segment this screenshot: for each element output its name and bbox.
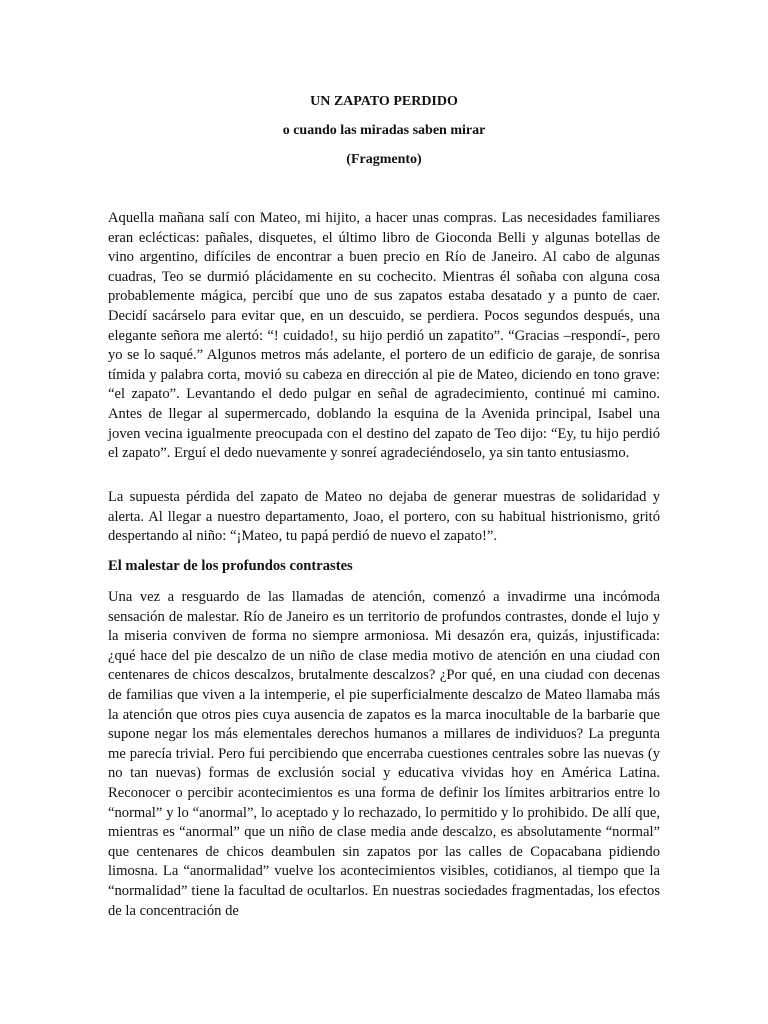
paragraph-1: Aquella mañana salí con Mateo, mi hijito, a hacer unas compras. Las necesidades familiares eran eclécticas: pañales, disquetes, el último libro de Gioconda Belli y algunas botellas de vino argentino, difíciles de encontrar a buen precio en Río de Janeiro. Al cabo de algunas cuadras, Teo se durmió plácidamente en su cochecito. Mientras él soñaba con alguna cosa probablemente mágica, percibí que uno de sus zapatos estaba desatado y a punto de caer. Decidí sacárselo para evitar que, en un descuido, se perdiera. Pocos segundos después, una elegante señora me alertó: “! cuidado!, su hijo perdió un zapatito”. “Gracias –respondí-, pero yo se lo saqué.” Algunos metros más adelante, el portero de un edificio de garaje, de sonrisa tímida y palabra corta, movió su cabeza en dirección al pie de Mateo, diciendo en tono grave: “el zapato”. Levantando el dedo pulgar en señal de agradecimiento, continué mi camino. Antes de llegar al supermercado, doblando la esquina de la Avenida principal, Isabel una joven vecina igualmente preocupada con el destino del zapato de Teo dijo: “Ey, tu hijo perdió el zapato”. Erguí el dedo nuevamente y sonreí agradeciéndoselo, ya sin tanto entusiasmo. [108, 210, 660, 462]
document-subtitle: o cuando las miradas saben mirar [282, 123, 486, 138]
document-title: UN ZAPATO PERDIDO [310, 94, 458, 109]
paragraph-3: Una vez a resguardo de las llamadas de atención, comenzó a invadirme una incómoda sensación de malestar. Río de Janeiro es un territorio de profundos contrastes, donde el lujo y la miseria conviven de forma no siempre armoniosa. Mi desazón era, quizás, injustificada: ¿qué hace del pie descalzo de un niño de clase media motivo de atención en una ciudad con centenares de chicos descalzos, brutalmente descalzos? ¿Por qué, en una ciudad con decenas de familias que viven a la intemperie, el pie superficialmente descalzo de Mateo llamaba más la atención que otros pies cuya ausencia de zapatos es la marca inocultable de la barbarie que supone negar los más elementales derechos humanos a millares de individuos? La pregunta me parecía trivial. Pero fui percibiendo que encerraba cuestiones centrales sobre las nuevas (y no tan nuevas) formas de exclusión social y educativa vividas hoy en América Latina. Reconocer o percibir acontecimientos es una forma de definir los límites arbitrarios entre lo “normal” y lo “anormal”, lo aceptado y lo rechazado, lo permitido y lo prohibido. De allí que, mientras es “anormal” que un niño de clase media ande descalzo, es absolutamente “normal” que centenares de chicos deambulen sin zapatos por las calles de Copacabana pidiendo limosna. La “anormalidad” vuelve los acontecimientos visibles, cotidianos, al tiempo que la “normalidad” tiene la facultad de ocultarlos. En nuestras sociedades fragmentadas, los efectos de la concentración de [108, 589, 660, 919]
section-heading: El malestar de los profundos contrastes [108, 558, 353, 574]
paragraph-2: La supuesta pérdida del zapato de Mateo no dejaba de generar muestras de solidaridad y alerta. Al llegar a nuestro departamento, Joao, el portero, con su habitual histrionismo, gritó despertando al niño: “¡Mateo, tu papá perdió de nuevo el zapato!”. [108, 489, 660, 545]
fragment-label: (Fragmento) [346, 152, 422, 167]
